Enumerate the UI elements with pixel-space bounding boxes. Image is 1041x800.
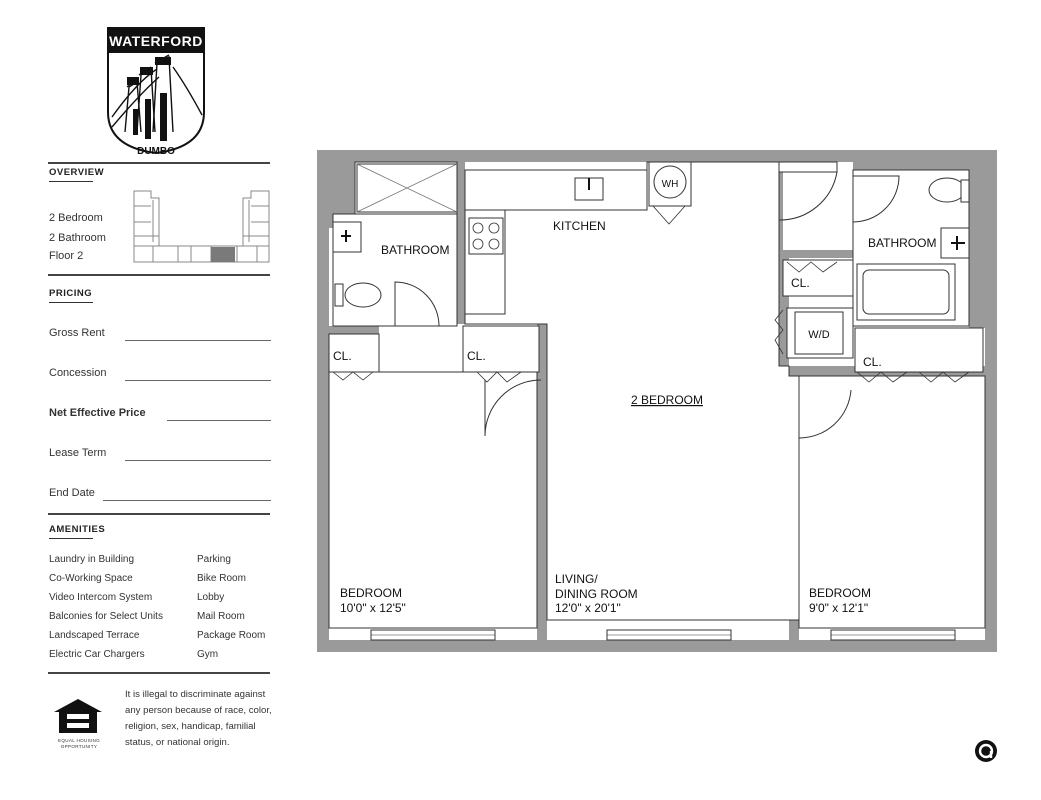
overview-bedrooms: 2 Bedroom (49, 212, 103, 224)
pricing-row-gross-rent (49, 327, 271, 341)
eho-line: OPPORTUNITY (60, 744, 98, 749)
label-living-size: 12'0" x 20'1" (555, 601, 621, 615)
label-water-heater: WH (661, 179, 679, 190)
eho-line: EQUAL HOUSING (57, 738, 101, 743)
pricing-label: End Date (49, 487, 95, 499)
amenity-item: Co-Working Space (49, 573, 133, 584)
pricing-label: Net Effective Price (49, 407, 146, 419)
label-bedroom-left: BEDROOM (340, 586, 403, 600)
amenity-item: Gym (197, 649, 219, 660)
divider (48, 672, 270, 674)
label-living: LIVING/ (555, 572, 598, 586)
label-bathroom-left: BATHROOM (381, 243, 450, 257)
label-closet: CL. (791, 276, 810, 290)
stove (469, 218, 503, 254)
amenity-item: Parking (197, 554, 231, 565)
pricing-label: Gross Rent (49, 327, 105, 339)
amenity-item: Package Room (197, 630, 266, 641)
label-closet: CL. (333, 349, 352, 363)
key-plan (133, 190, 271, 264)
amenity-item: Laundry in Building (49, 554, 135, 565)
toilet-left (345, 283, 381, 307)
floor-plan (317, 150, 997, 652)
divider (48, 274, 270, 276)
pricing-row-concession (49, 367, 271, 381)
label-closet: CL. (863, 355, 882, 369)
kitchen-counter (465, 170, 647, 210)
pricing-heading: PRICING (49, 288, 93, 299)
overview-floor: Floor 2 (49, 250, 84, 262)
amenities-heading: AMENITIES (49, 524, 106, 535)
equal-housing-icon (53, 698, 103, 734)
waterford-logo (107, 27, 205, 157)
pricing-label: Concession (49, 367, 107, 379)
fill-in-line (103, 500, 271, 501)
fair-housing-statement: It is illegal to discriminate against any person because of race, color, religion, sex, handicap, familial status, or national origin. (125, 689, 272, 748)
brand-mark-icon (974, 739, 998, 763)
label-bedroom-left-size: 10'0" x 12'5" (340, 601, 406, 615)
amenity-item: Balconies for Select Units (49, 611, 163, 622)
fill-in-line (125, 460, 271, 461)
label-bedroom-right: BEDROOM (809, 586, 872, 600)
toilet-right (929, 178, 965, 202)
pricing-label: Lease Term (49, 447, 107, 459)
amenity-item: Landscaped Terrace (49, 630, 140, 641)
logo-neighborhood: DUMBO (137, 146, 175, 157)
pricing-row-end-date (49, 487, 271, 501)
label-closet: CL. (467, 349, 486, 363)
equal-housing-label (46, 738, 112, 750)
label-dining-room: DINING ROOM (555, 587, 638, 601)
fill-in-line (167, 420, 271, 421)
divider (48, 513, 270, 515)
label-kitchen: KITCHEN (553, 219, 606, 233)
amenity-item: Bike Room (197, 573, 246, 584)
entry-door (779, 172, 837, 220)
fill-in-line (125, 380, 271, 381)
fill-in-line (125, 340, 271, 341)
label-bedroom-right-size: 9'0" x 12'1" (809, 601, 869, 615)
heading-underline (49, 538, 93, 539)
amenity-item: Lobby (197, 592, 225, 603)
overview-bathrooms: 2 Bathroom (49, 232, 106, 244)
amenity-item: Electric Car Chargers (49, 649, 145, 660)
pricing-row-lease-term (49, 447, 271, 461)
label-washer-dryer: W/D (808, 329, 830, 341)
heading-underline (49, 181, 93, 182)
divider (48, 162, 270, 164)
amenity-item: Mail Room (197, 611, 245, 622)
pricing-row-net-effective-price (49, 407, 271, 421)
amenity-item: Video Intercom System (49, 592, 153, 603)
logo-wordmark: WATERFORD (109, 33, 203, 49)
heading-underline (49, 302, 93, 303)
label-bathroom-right: BATHROOM (868, 236, 937, 250)
overview-heading: OVERVIEW (49, 167, 105, 178)
label-unit-type: 2 BEDROOM (631, 393, 704, 407)
